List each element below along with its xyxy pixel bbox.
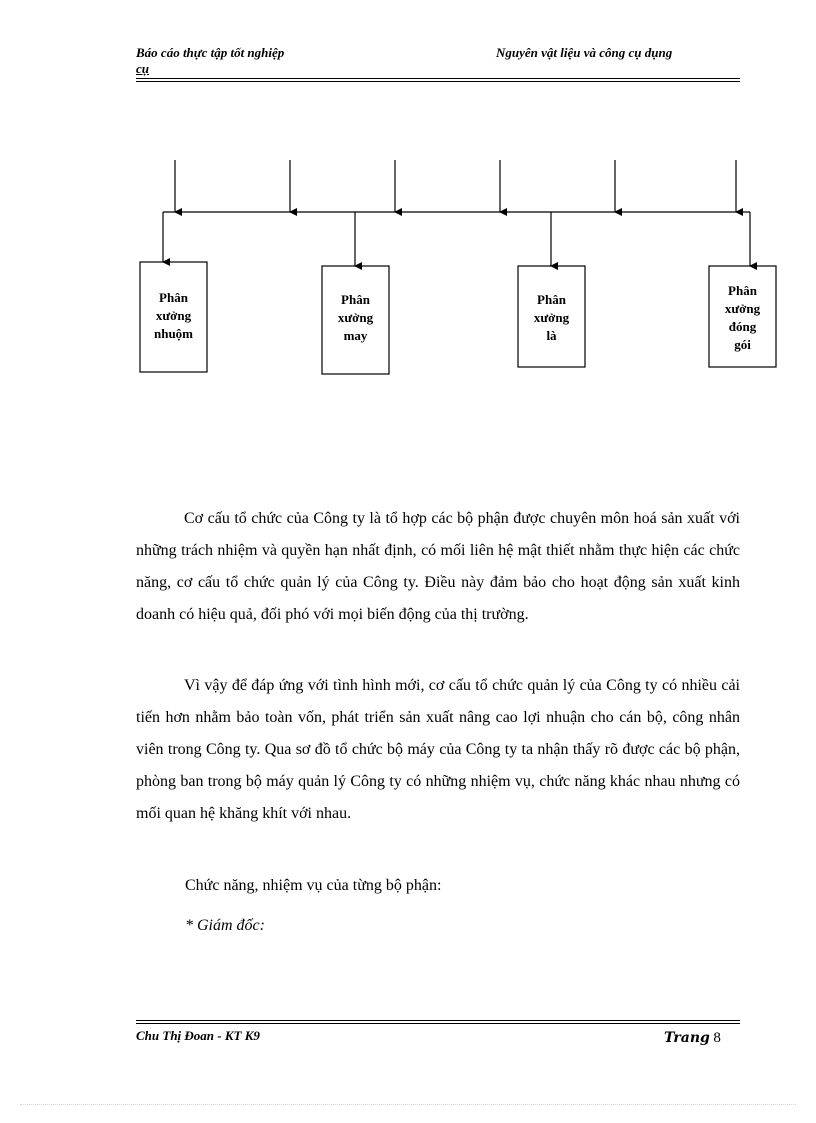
- page-bottom-dotted-line: [20, 1104, 796, 1105]
- box-label-line: Phân: [341, 292, 370, 307]
- body-paragraph-2: Vì vậy để đáp ứng với tình hình mới, cơ cấu tổ chức quản lý của Công ty có nhiều cải tiến hơn nhằm bảo toàn vốn, phát triển sản xuất nâng cao lợi nhuận cho cán bộ, công nhân viên trong Công ty. Qua sơ đồ tổ chức bộ máy của Công ty ta nhận thấy rõ được các bộ phận, phòng ban trong bộ máy quản lý Công ty có những nhiệm vụ, chức năng khác nhau nhưng có mối quan hệ khăng khít với nhau.: [136, 677, 740, 822]
- org-chart-diagram: [0, 0, 816, 420]
- header-left-line1: Báo cáo thực tập tốt nghiệp: [136, 45, 285, 60]
- box-label-line: nhuộm: [153, 326, 194, 341]
- box-label-line: xưởng: [724, 301, 761, 316]
- footer-page-label: Trang: [664, 1030, 710, 1046]
- box-label-line: Phân: [537, 292, 566, 307]
- box-label-line: gói: [734, 337, 751, 352]
- box-label-sewing: [322, 291, 389, 345]
- box-label-line: Phân: [159, 290, 188, 305]
- footer-page-number: 8: [713, 1030, 721, 1046]
- box-label-line: Phân: [728, 283, 757, 298]
- box-label-line: là: [546, 328, 557, 343]
- footer-page: [664, 1030, 721, 1047]
- body-paragraph-1: Cơ cấu tổ chức của Công ty là tổ hợp các bộ phận được chuyên môn hoá sản xuất với những trách nhiệm và quyền hạn nhất định, có mối liên hệ mật thiết nhằm thực hiện các chức năng, cơ cấu tổ chức quản lý của Công ty. Điều này đảm bảo cho hoạt động sản xuất kinh doanh có hiệu quả, đối phó với mọi biến động của thị trường.: [136, 510, 740, 623]
- body-line-director: * Giám đốc:: [185, 917, 265, 934]
- header-right-title: Nguyên vật liệu và công cụ dụng: [496, 45, 673, 60]
- footer-rule-bottom: [136, 1023, 740, 1024]
- box-label-line: xưởng: [533, 310, 570, 325]
- box-label-packing: [709, 282, 776, 354]
- footer-author: Chu Thị Đoan - KT K9: [136, 1028, 260, 1043]
- box-label-dyeing: [140, 289, 207, 343]
- body-line-functions: Chức năng, nhiệm vụ của từng bộ phận:: [185, 877, 442, 894]
- box-label-line: xưởng: [155, 308, 192, 323]
- box-label-ironing: [518, 291, 585, 345]
- footer-rule-top: [136, 1020, 740, 1021]
- box-label-line: xưởng: [337, 310, 374, 325]
- box-label-line: đóng: [728, 319, 757, 334]
- header-left-line2: cụ: [136, 61, 149, 76]
- box-label-line: may: [343, 328, 368, 343]
